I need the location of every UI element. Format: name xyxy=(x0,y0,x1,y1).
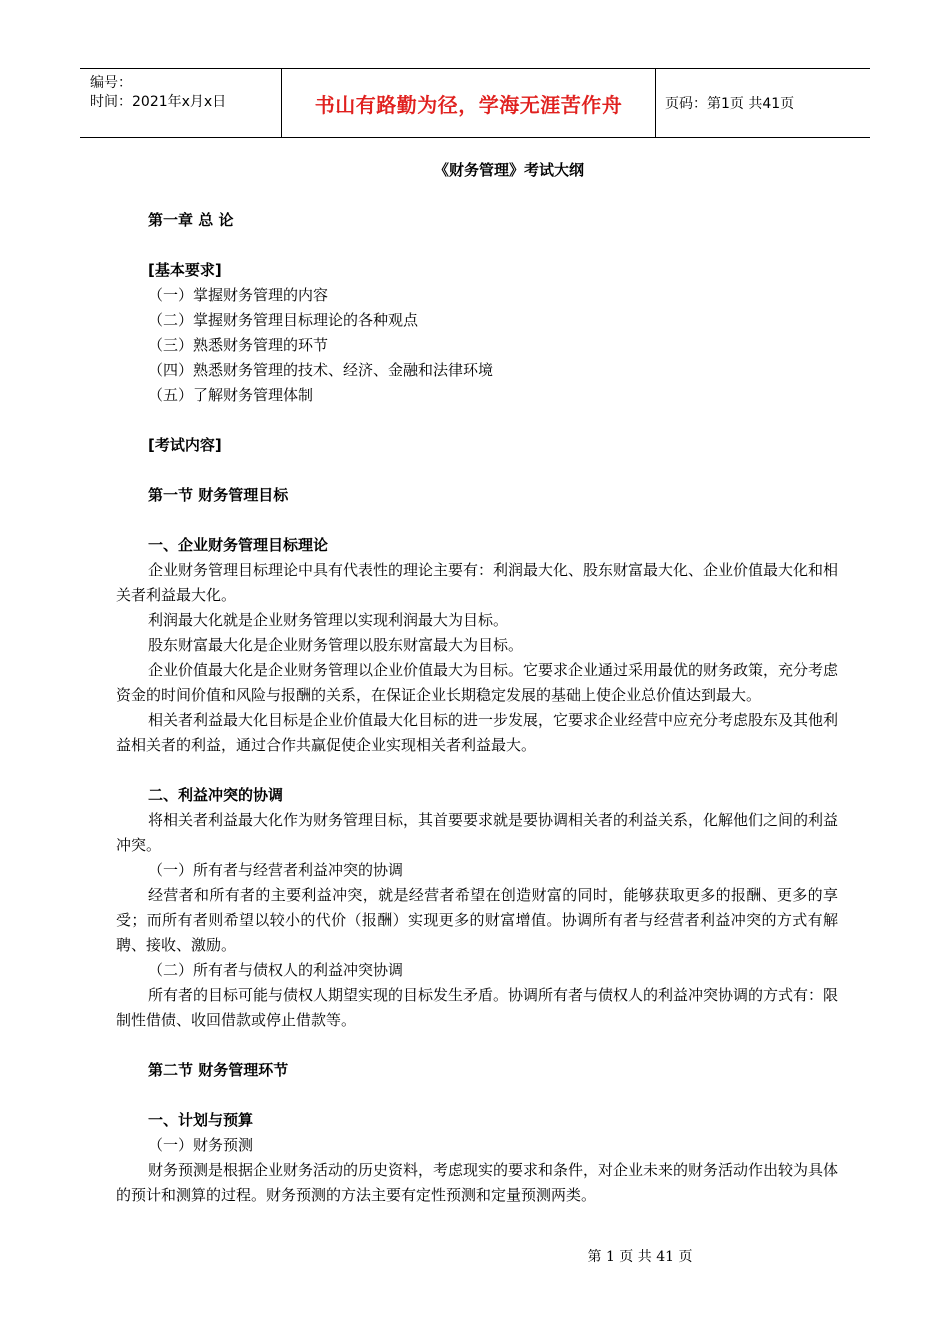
requirement-item: （二）掌握财务管理目标理论的各种观点 xyxy=(148,311,419,329)
header-page-info: 页码：第1页 共41页 xyxy=(665,96,795,112)
document-header xyxy=(80,68,870,138)
paragraph: 财务预测是根据企业财务活动的历史资料，考虑现实的要求和条件，对企业未来的财务活动作出较为具体的预计和测算的过程。财务预测的方法主要有定性预测和定量预测两类。 xyxy=(116,1161,839,1204)
time-label: 时间：2021年x月x日 xyxy=(90,94,227,110)
section-heading: 第一节 财务管理目标 xyxy=(148,486,289,504)
paragraph: 企业财务管理目标理论中具有代表性的理论主要有：利润最大化、股东财富最大化、企业价值最大化和相关者利益最大化。 xyxy=(116,561,839,604)
header-motto: 书山有路勤为径，学海无涯苦作舟 xyxy=(281,69,656,137)
paragraph: 股东财富最大化是企业财务管理以股东财富最大为目标。 xyxy=(148,636,524,654)
subsection-heading: 二、利益冲突的协调 xyxy=(148,786,284,804)
paragraph: 所有者的目标可能与债权人期望实现的目标发生矛盾。协调所有者与债权人的利益冲突协调的方式有：限制性借债、收回借款或停止借款等。 xyxy=(116,986,839,1029)
sub-item-heading: （一）所有者与经营者利益冲突的协调 xyxy=(148,861,404,879)
page-footer: 第 1 页 共 41 页 xyxy=(587,1249,693,1265)
paragraph: 将相关者利益最大化作为财务管理目标，其首要要求就是要协调相关者的利益关系，化解他们之间的利益冲突。 xyxy=(116,811,839,854)
basic-requirements-heading: [基本要求] xyxy=(148,261,222,279)
paragraph: 经营者和所有者的主要利益冲突，就是经营者希望在创造财富的同时，能够获取更多的报酬、更多的享受；而所有者则希望以较小的代价（报酬）实现更多的财富增值。协调所有者与经营者利益冲突的方式有解聘、接收、激励。 xyxy=(116,886,838,954)
paragraph: 利润最大化就是企业财务管理以实现利润最大为目标。 xyxy=(148,611,509,629)
requirement-item: （四）熟悉财务管理的技术、经济、金融和法律环境 xyxy=(148,361,494,379)
document-body xyxy=(116,158,838,1208)
document-title: 《财务管理》考试大纲 xyxy=(433,161,584,179)
chapter-heading: 第一章 总 论 xyxy=(148,211,234,229)
requirement-item: （三）熟悉财务管理的环节 xyxy=(148,336,329,354)
requirement-item: （一）掌握财务管理的内容 xyxy=(148,286,329,304)
sub-item-heading: （一）财务预测 xyxy=(148,1136,254,1154)
requirement-item: （五）了解财务管理体制 xyxy=(148,386,314,404)
sub-item-heading: （二）所有者与债权人的利益冲突协调 xyxy=(148,961,404,979)
subsection-heading: 一、计划与预算 xyxy=(148,1111,254,1129)
header-meta xyxy=(80,69,281,137)
number-label: 编号： xyxy=(90,75,132,91)
section-heading: 第二节 财务管理环节 xyxy=(148,1061,289,1079)
paragraph: 相关者利益最大化目标是企业价值最大化目标的进一步发展，它要求企业经营中应充分考虑股东及其他利益相关者的利益，通过合作共赢促使企业实现相关者利益最大。 xyxy=(116,711,839,754)
subsection-heading: 一、企业财务管理目标理论 xyxy=(148,536,329,554)
exam-content-heading: [考试内容] xyxy=(148,436,222,454)
paragraph: 企业价值最大化是企业财务管理以企业价值最大为目标。它要求企业通过采用最优的财务政策，充分考虑资金的时间价值和风险与报酬的关系，在保证企业长期稳定发展的基础上使企业总价值达到最大。 xyxy=(116,661,839,704)
